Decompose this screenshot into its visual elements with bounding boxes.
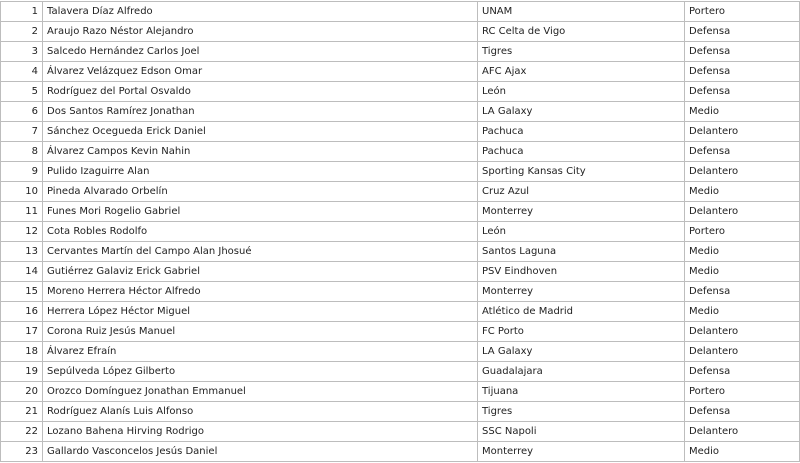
player-name: Gutiérrez Galaviz Erick Gabriel (43, 262, 478, 282)
table-row (1, 2, 800, 22)
player-number: 5 (1, 82, 43, 102)
player-position: Defensa (685, 282, 800, 302)
player-name: Dos Santos Ramírez Jonathan (43, 102, 478, 122)
player-number: 1 (1, 2, 43, 22)
table-row (1, 322, 800, 342)
player-position: Defensa (685, 82, 800, 102)
roster-table-body (1, 2, 800, 462)
table-row (1, 142, 800, 162)
player-club: LA Galaxy (478, 102, 685, 122)
player-club: León (478, 82, 685, 102)
player-number: 18 (1, 342, 43, 362)
player-club: León (478, 222, 685, 242)
player-position: Medio (685, 242, 800, 262)
table-row (1, 442, 800, 462)
player-number: 3 (1, 42, 43, 62)
player-club: Monterrey (478, 202, 685, 222)
player-position: Delantero (685, 422, 800, 442)
player-club: Tigres (478, 402, 685, 422)
table-row (1, 422, 800, 442)
player-name: Rodríguez del Portal Osvaldo (43, 82, 478, 102)
table-row (1, 82, 800, 102)
player-position: Delantero (685, 342, 800, 362)
player-name: Talavera Díaz Alfredo (43, 2, 478, 22)
table-row (1, 102, 800, 122)
player-club: Cruz Azul (478, 182, 685, 202)
player-position: Medio (685, 182, 800, 202)
player-name: Sánchez Ocegueda Erick Daniel (43, 122, 478, 142)
player-number: 21 (1, 402, 43, 422)
player-position: Portero (685, 2, 800, 22)
player-club: AFC Ajax (478, 62, 685, 82)
player-number: 6 (1, 102, 43, 122)
roster-table (0, 1, 800, 462)
player-number: 17 (1, 322, 43, 342)
player-club: Monterrey (478, 282, 685, 302)
table-row (1, 22, 800, 42)
player-number: 16 (1, 302, 43, 322)
player-name: Pineda Alvarado Orbelín (43, 182, 478, 202)
player-number: 7 (1, 122, 43, 142)
player-name: Salcedo Hernández Carlos Joel (43, 42, 478, 62)
player-number: 13 (1, 242, 43, 262)
player-position: Medio (685, 102, 800, 122)
player-number: 12 (1, 222, 43, 242)
player-position: Delantero (685, 122, 800, 142)
player-club: Guadalajara (478, 362, 685, 382)
player-number: 23 (1, 442, 43, 462)
table-row (1, 402, 800, 422)
player-club: Santos Laguna (478, 242, 685, 262)
table-row (1, 242, 800, 262)
player-club: FC Porto (478, 322, 685, 342)
player-club: PSV Eindhoven (478, 262, 685, 282)
player-name: Gallardo Vasconcelos Jesús Daniel (43, 442, 478, 462)
player-name: Álvarez Campos Kevin Nahin (43, 142, 478, 162)
player-position: Defensa (685, 362, 800, 382)
player-number: 2 (1, 22, 43, 42)
player-number: 9 (1, 162, 43, 182)
player-number: 4 (1, 62, 43, 82)
table-row (1, 162, 800, 182)
player-name: Lozano Bahena Hirving Rodrigo (43, 422, 478, 442)
player-position: Portero (685, 222, 800, 242)
player-club: LA Galaxy (478, 342, 685, 362)
player-name: Álvarez Efraín (43, 342, 478, 362)
player-club: Pachuca (478, 142, 685, 162)
player-position: Defensa (685, 402, 800, 422)
player-position: Medio (685, 262, 800, 282)
player-position: Portero (685, 382, 800, 402)
player-name: Corona Ruiz Jesús Manuel (43, 322, 478, 342)
table-row (1, 342, 800, 362)
table-row (1, 222, 800, 242)
player-position: Defensa (685, 142, 800, 162)
table-row (1, 42, 800, 62)
player-club: Atlético de Madrid (478, 302, 685, 322)
player-number: 8 (1, 142, 43, 162)
player-name: Rodríguez Alanís Luis Alfonso (43, 402, 478, 422)
player-number: 22 (1, 422, 43, 442)
table-row (1, 62, 800, 82)
player-name: Cervantes Martín del Campo Alan Jhosué (43, 242, 478, 262)
table-row (1, 282, 800, 302)
player-name: Araujo Razo Néstor Alejandro (43, 22, 478, 42)
player-club: Pachuca (478, 122, 685, 142)
player-position: Delantero (685, 322, 800, 342)
player-number: 10 (1, 182, 43, 202)
player-number: 19 (1, 362, 43, 382)
player-club: RC Celta de Vigo (478, 22, 685, 42)
player-position: Defensa (685, 62, 800, 82)
table-row (1, 182, 800, 202)
player-position: Defensa (685, 22, 800, 42)
player-number: 11 (1, 202, 43, 222)
player-name: Álvarez Velázquez Edson Omar (43, 62, 478, 82)
player-number: 14 (1, 262, 43, 282)
player-club: UNAM (478, 2, 685, 22)
player-name: Sepúlveda López Gilberto (43, 362, 478, 382)
table-row (1, 262, 800, 282)
player-club: Sporting Kansas City (478, 162, 685, 182)
player-club: SSC Napoli (478, 422, 685, 442)
table-row (1, 362, 800, 382)
player-club: Tijuana (478, 382, 685, 402)
player-name: Funes Mori Rogelio Gabriel (43, 202, 478, 222)
player-position: Delantero (685, 162, 800, 182)
player-position: Defensa (685, 42, 800, 62)
table-row (1, 122, 800, 142)
player-club: Tigres (478, 42, 685, 62)
player-name: Moreno Herrera Héctor Alfredo (43, 282, 478, 302)
player-position: Delantero (685, 202, 800, 222)
table-row (1, 202, 800, 222)
player-position: Medio (685, 302, 800, 322)
player-name: Orozco Domínguez Jonathan Emmanuel (43, 382, 478, 402)
player-position: Medio (685, 442, 800, 462)
player-name: Cota Robles Rodolfo (43, 222, 478, 242)
player-name: Herrera López Héctor Miguel (43, 302, 478, 322)
player-name: Pulido Izaguirre Alan (43, 162, 478, 182)
player-club: Monterrey (478, 442, 685, 462)
player-number: 15 (1, 282, 43, 302)
table-row (1, 302, 800, 322)
table-row (1, 382, 800, 402)
player-number: 20 (1, 382, 43, 402)
